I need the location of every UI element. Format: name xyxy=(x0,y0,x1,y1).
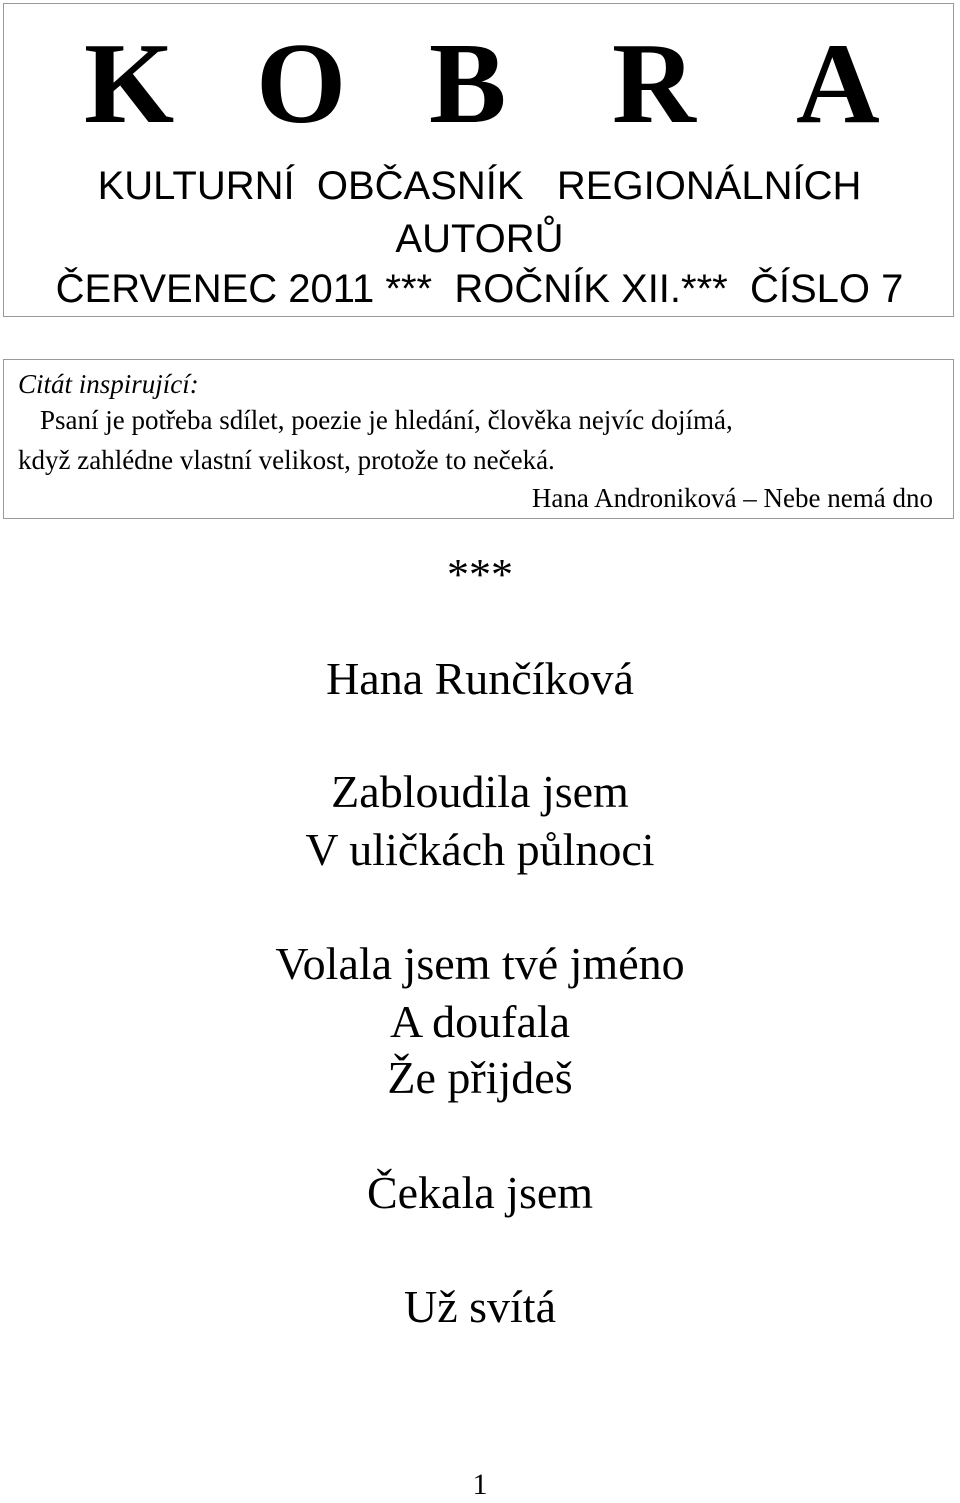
poem-line: Zabloudila jsem xyxy=(331,766,629,817)
page-number: 1 xyxy=(472,1468,488,1501)
quote-line-1: Psaní je potřeba sdílet, poezie je hledání, člověka nejvíc dojímá, xyxy=(40,405,733,435)
masthead-letter-a: A xyxy=(796,20,880,148)
poem-line: Čekala jsem xyxy=(366,1167,594,1218)
masthead-letter-b: B xyxy=(429,20,507,148)
masthead-box xyxy=(3,3,954,317)
poem-line: Že přijdeš xyxy=(387,1052,573,1103)
subtitle-line-2: AUTORŮ xyxy=(395,217,564,261)
quote-label: Citát inspirující: xyxy=(18,369,199,399)
poem-line: A doufala xyxy=(389,996,571,1047)
separator-stars: *** xyxy=(447,550,513,599)
subtitle-line-1: KULTURNÍ OBČASNÍK REGIONÁLNÍCH xyxy=(97,164,862,208)
poem-line: V uličkách půlnoci xyxy=(305,824,655,875)
poem-line: Volala jsem tvé jméno xyxy=(275,938,685,989)
masthead-letter-k: K xyxy=(84,20,175,148)
masthead-letter-o: O xyxy=(256,20,347,148)
poem-line: Už svítá xyxy=(403,1281,556,1332)
masthead-letter-r: R xyxy=(612,20,696,148)
quote-attribution: Hana Androniková – Nebe nemá dno xyxy=(531,483,933,513)
quote-line-2: když zahlédne vlastní velikost, protože to nečeká. xyxy=(18,445,555,475)
poem-author: Hana Runčíková xyxy=(326,653,634,704)
quote-box xyxy=(3,359,954,519)
issue-line: ČERVENEC 2011 *** ROČNÍK XII.*** ČÍSLO 7 xyxy=(55,267,904,311)
